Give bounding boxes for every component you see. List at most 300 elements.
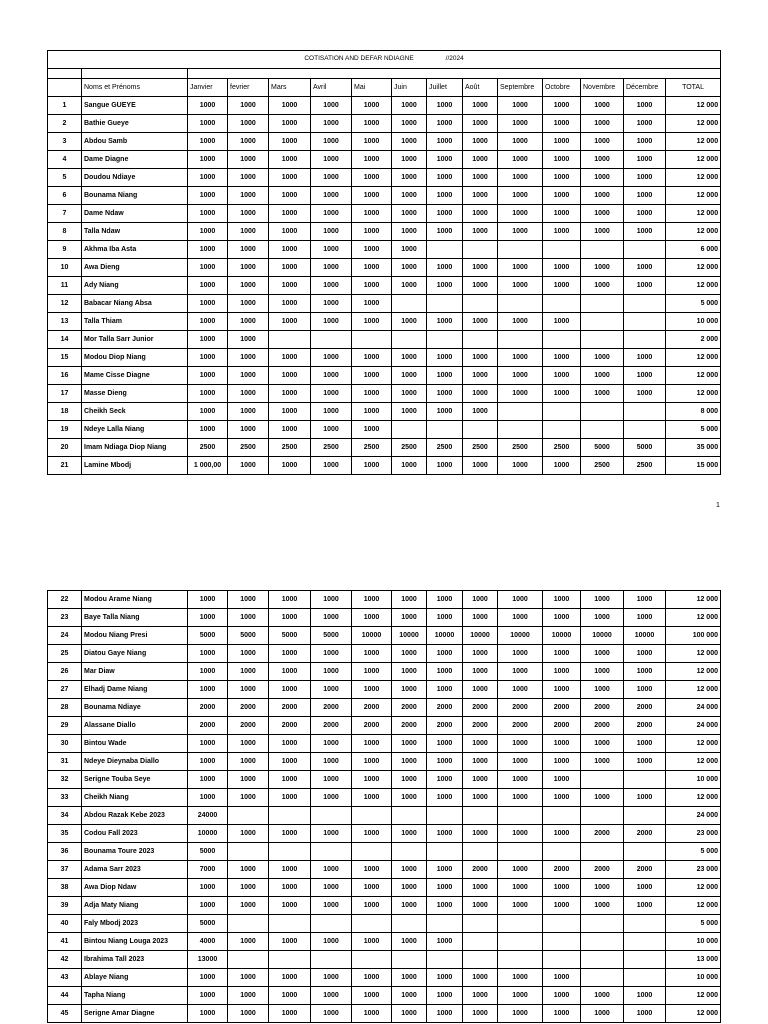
payment-cell-juillet: 1000 (427, 861, 463, 879)
payment-cell-janvier: 1000 (188, 259, 228, 277)
payment-cell-octobre: 1000 (543, 645, 581, 663)
payment-cell-septembre (498, 403, 543, 421)
payment-cell-decembre: 1000 (624, 187, 666, 205)
row-number: 42 (48, 951, 82, 969)
payment-cell-juin: 10000 (392, 627, 427, 645)
payment-cell-janvier: 1000 (188, 385, 228, 403)
total-cell: 5 000 (666, 421, 721, 439)
total-cell: 12 000 (666, 645, 721, 663)
payment-cell-janvier: 1000 (188, 645, 228, 663)
member-row (48, 645, 721, 663)
row-number: 28 (48, 699, 82, 717)
payment-cell-septembre: 1000 (498, 277, 543, 295)
payment-cell-juillet: 1000 (427, 771, 463, 789)
member-row (48, 627, 721, 645)
payment-cell-avril: 1000 (311, 897, 352, 915)
payment-cell-fevrier: 1000 (228, 133, 269, 151)
member-name: Ablaye Niang (82, 969, 188, 987)
payment-cell-octobre: 1000 (543, 771, 581, 789)
payment-cell-juin: 1000 (392, 861, 427, 879)
payment-cell-octobre: 1000 (543, 151, 581, 169)
payment-cell-juillet: 1000 (427, 897, 463, 915)
payment-cell-juillet: 1000 (427, 645, 463, 663)
member-name: Dame Diagne (82, 151, 188, 169)
payment-cell-decembre (624, 421, 666, 439)
blank-cell (48, 69, 82, 79)
payment-cell-aout: 1000 (463, 457, 498, 475)
member-name: Elhadj Dame Niang (82, 681, 188, 699)
payment-cell-octobre (543, 951, 581, 969)
member-name: Adama Sarr 2023 (82, 861, 188, 879)
member-row (48, 295, 721, 313)
payment-cell-juin: 1000 (392, 259, 427, 277)
column-header-octobre: Octobre (543, 79, 581, 97)
payment-cell-juillet: 1000 (427, 169, 463, 187)
total-cell: 100 000 (666, 627, 721, 645)
row-number: 7 (48, 205, 82, 223)
payment-cell-avril: 1000 (311, 753, 352, 771)
payment-cell-novembre: 1000 (581, 169, 624, 187)
payment-cell-aout: 1000 (463, 1005, 498, 1023)
payment-cell-janvier: 1000 (188, 115, 228, 133)
payment-cell-decembre: 2500 (624, 457, 666, 475)
payment-cell-juillet: 1000 (427, 223, 463, 241)
member-name: Bounama Ndiaye (82, 699, 188, 717)
total-cell: 24 000 (666, 807, 721, 825)
payment-cell-aout: 1000 (463, 789, 498, 807)
payment-cell-janvier: 2000 (188, 717, 228, 735)
payment-cell-mai: 1000 (352, 169, 392, 187)
payment-cell-decembre (624, 951, 666, 969)
payment-cell-mai: 1000 (352, 115, 392, 133)
payment-cell-decembre: 5000 (624, 439, 666, 457)
payment-cell-juin (392, 807, 427, 825)
payment-cell-septembre: 1000 (498, 591, 543, 609)
payment-cell-avril: 1000 (311, 205, 352, 223)
payment-cell-janvier: 1000 (188, 223, 228, 241)
payment-cell-septembre: 1000 (498, 133, 543, 151)
payment-cell-mai: 1000 (352, 825, 392, 843)
total-cell: 12 000 (666, 115, 721, 133)
payment-cell-mars: 1000 (269, 987, 311, 1005)
payment-cell-avril: 1000 (311, 133, 352, 151)
payment-cell-juin: 1000 (392, 789, 427, 807)
payment-cell-septembre: 1000 (498, 169, 543, 187)
member-row (48, 699, 721, 717)
row-number: 30 (48, 735, 82, 753)
member-row (48, 897, 721, 915)
payment-cell-avril: 1000 (311, 825, 352, 843)
row-number: 35 (48, 825, 82, 843)
payment-cell-octobre: 1000 (543, 663, 581, 681)
payment-cell-avril (311, 951, 352, 969)
payment-cell-juillet: 1000 (427, 97, 463, 115)
payment-cell-septembre: 10000 (498, 627, 543, 645)
payment-cell-janvier: 1000 (188, 313, 228, 331)
payment-cell-septembre (498, 843, 543, 861)
payment-cell-avril: 1000 (311, 367, 352, 385)
payment-cell-fevrier: 1000 (228, 97, 269, 115)
payment-cell-fevrier: 1000 (228, 933, 269, 951)
contribution-table-page-1 (47, 50, 721, 475)
payment-cell-mai: 1000 (352, 771, 392, 789)
payment-cell-decembre: 2000 (624, 861, 666, 879)
payment-cell-mai: 1000 (352, 277, 392, 295)
payment-cell-avril: 1000 (311, 771, 352, 789)
total-cell: 2 000 (666, 331, 721, 349)
payment-cell-avril: 1000 (311, 1005, 352, 1023)
member-name: Cheikh Seck (82, 403, 188, 421)
payment-cell-decembre: 1000 (624, 1005, 666, 1023)
payment-cell-septembre: 2000 (498, 717, 543, 735)
payment-cell-mai: 1000 (352, 133, 392, 151)
payment-cell-juillet: 1000 (427, 663, 463, 681)
payment-cell-juillet: 1000 (427, 349, 463, 367)
payment-cell-mars: 1000 (269, 169, 311, 187)
payment-cell-mars: 1000 (269, 367, 311, 385)
member-name: Ibrahima Tall 2023 (82, 951, 188, 969)
payment-cell-aout: 1000 (463, 187, 498, 205)
row-number: 41 (48, 933, 82, 951)
payment-cell-mars: 1000 (269, 879, 311, 897)
payment-cell-juin: 1000 (392, 205, 427, 223)
row-number: 23 (48, 609, 82, 627)
row-number: 2 (48, 115, 82, 133)
row-number: 39 (48, 897, 82, 915)
payment-cell-mars: 1000 (269, 295, 311, 313)
payment-cell-janvier: 1000 (188, 663, 228, 681)
payment-cell-avril: 1000 (311, 861, 352, 879)
payment-cell-mai: 1000 (352, 403, 392, 421)
payment-cell-juin: 1000 (392, 1005, 427, 1023)
payment-cell-aout: 1000 (463, 403, 498, 421)
row-number: 33 (48, 789, 82, 807)
payment-cell-septembre: 1000 (498, 457, 543, 475)
payment-cell-septembre: 1000 (498, 663, 543, 681)
payment-cell-juillet: 1000 (427, 457, 463, 475)
payment-cell-septembre: 1000 (498, 385, 543, 403)
payment-cell-novembre: 1000 (581, 663, 624, 681)
payment-cell-aout: 1000 (463, 151, 498, 169)
total-cell: 12 000 (666, 1005, 721, 1023)
payment-cell-octobre: 2000 (543, 861, 581, 879)
payment-cell-juin: 2000 (392, 699, 427, 717)
member-row (48, 933, 721, 951)
payment-cell-mai: 2000 (352, 717, 392, 735)
row-number: 34 (48, 807, 82, 825)
payment-cell-mai: 1000 (352, 1005, 392, 1023)
payment-cell-mai: 1000 (352, 789, 392, 807)
payment-cell-janvier: 1000 (188, 609, 228, 627)
payment-cell-fevrier: 1000 (228, 663, 269, 681)
payment-cell-juin: 1000 (392, 133, 427, 151)
payment-cell-decembre: 1000 (624, 367, 666, 385)
payment-cell-mars: 1000 (269, 771, 311, 789)
payment-cell-novembre: 1000 (581, 987, 624, 1005)
payment-cell-janvier: 1000 (188, 133, 228, 151)
payment-cell-decembre: 1000 (624, 753, 666, 771)
payment-cell-fevrier: 1000 (228, 861, 269, 879)
payment-cell-janvier: 5000 (188, 915, 228, 933)
payment-cell-avril: 1000 (311, 457, 352, 475)
payment-cell-mai: 1000 (352, 609, 392, 627)
total-cell: 12 000 (666, 385, 721, 403)
year-label: //2024 (445, 55, 464, 63)
payment-cell-novembre: 1000 (581, 187, 624, 205)
payment-cell-avril: 1000 (311, 421, 352, 439)
payment-cell-aout: 1000 (463, 205, 498, 223)
payment-cell-novembre (581, 807, 624, 825)
payment-cell-mars: 2000 (269, 717, 311, 735)
payment-cell-decembre: 1000 (624, 223, 666, 241)
payment-cell-novembre: 1000 (581, 277, 624, 295)
row-number: 11 (48, 277, 82, 295)
row-number: 19 (48, 421, 82, 439)
payment-cell-fevrier: 1000 (228, 277, 269, 295)
row-number: 20 (48, 439, 82, 457)
payment-cell-decembre (624, 295, 666, 313)
payment-cell-fevrier: 1000 (228, 735, 269, 753)
payment-cell-septembre: 1000 (498, 205, 543, 223)
payment-cell-septembre (498, 915, 543, 933)
member-row (48, 277, 721, 295)
payment-cell-septembre: 1000 (498, 97, 543, 115)
member-name: Talla Thiam (82, 313, 188, 331)
payment-cell-octobre: 1000 (543, 591, 581, 609)
member-name: Talla Ndaw (82, 223, 188, 241)
payment-cell-mai: 2500 (352, 439, 392, 457)
payment-cell-juillet: 1000 (427, 385, 463, 403)
payment-cell-janvier: 7000 (188, 861, 228, 879)
column-header-decembre: Décembre (624, 79, 666, 97)
payment-cell-aout: 1000 (463, 97, 498, 115)
payment-cell-janvier: 1000 (188, 681, 228, 699)
member-name: Bathie Gueye (82, 115, 188, 133)
payment-cell-septembre: 1000 (498, 825, 543, 843)
contribution-table-page-2 (47, 590, 721, 1023)
payment-cell-juillet: 1000 (427, 133, 463, 151)
row-number: 18 (48, 403, 82, 421)
payment-cell-septembre: 1000 (498, 969, 543, 987)
payment-cell-mars: 1000 (269, 421, 311, 439)
row-number: 4 (48, 151, 82, 169)
member-name: Lamine Mbodj (82, 457, 188, 475)
column-header-number (48, 79, 82, 97)
payment-cell-janvier: 13000 (188, 951, 228, 969)
payment-cell-juillet: 1000 (427, 753, 463, 771)
total-cell: 5 000 (666, 915, 721, 933)
payment-cell-decembre (624, 241, 666, 259)
payment-cell-novembre: 2500 (581, 457, 624, 475)
payment-cell-decembre (624, 771, 666, 789)
payment-cell-fevrier: 1000 (228, 241, 269, 259)
payment-cell-juin: 1000 (392, 97, 427, 115)
member-row (48, 753, 721, 771)
column-header-aout: Août (463, 79, 498, 97)
payment-cell-mars: 1000 (269, 897, 311, 915)
payment-cell-mars: 1000 (269, 385, 311, 403)
payment-cell-septembre: 1000 (498, 367, 543, 385)
payment-cell-juin: 1000 (392, 367, 427, 385)
payment-cell-juin (392, 843, 427, 861)
member-name: Doudou Ndiaye (82, 169, 188, 187)
row-number: 26 (48, 663, 82, 681)
payment-cell-novembre: 1000 (581, 349, 624, 367)
payment-cell-juillet: 1000 (427, 151, 463, 169)
payment-cell-mars: 1000 (269, 825, 311, 843)
payment-cell-juin (392, 295, 427, 313)
payment-cell-fevrier: 5000 (228, 627, 269, 645)
member-row (48, 789, 721, 807)
payment-cell-juillet: 1000 (427, 969, 463, 987)
payment-cell-octobre: 1000 (543, 277, 581, 295)
payment-cell-octobre (543, 421, 581, 439)
column-header-septembre: Septembre (498, 79, 543, 97)
payment-cell-novembre: 1000 (581, 681, 624, 699)
payment-cell-decembre (624, 403, 666, 421)
payment-cell-mai: 1000 (352, 897, 392, 915)
payment-cell-avril: 1000 (311, 591, 352, 609)
payment-cell-juillet: 1000 (427, 987, 463, 1005)
payment-cell-septembre: 2500 (498, 439, 543, 457)
payment-cell-fevrier: 1000 (228, 789, 269, 807)
payment-cell-aout: 1000 (463, 663, 498, 681)
payment-cell-juillet: 1000 (427, 205, 463, 223)
payment-cell-octobre: 1000 (543, 753, 581, 771)
payment-cell-juin: 1000 (392, 313, 427, 331)
payment-cell-mars (269, 951, 311, 969)
row-number: 25 (48, 645, 82, 663)
payment-cell-septembre: 1000 (498, 609, 543, 627)
payment-cell-decembre: 1000 (624, 205, 666, 223)
payment-cell-septembre: 1000 (498, 861, 543, 879)
payment-cell-juillet: 2500 (427, 439, 463, 457)
member-row (48, 663, 721, 681)
total-cell: 12 000 (666, 133, 721, 151)
payment-cell-juin (392, 331, 427, 349)
member-name: Tapha Niang (82, 987, 188, 1005)
payment-cell-novembre (581, 843, 624, 861)
member-row (48, 771, 721, 789)
payment-cell-mai: 1000 (352, 187, 392, 205)
member-row (48, 807, 721, 825)
payment-cell-juin: 2500 (392, 439, 427, 457)
payment-cell-avril: 1000 (311, 385, 352, 403)
payment-cell-juin: 1000 (392, 897, 427, 915)
payment-cell-mai: 1000 (352, 313, 392, 331)
row-number: 5 (48, 169, 82, 187)
row-number: 24 (48, 627, 82, 645)
column-header-mars: Mars (269, 79, 311, 97)
total-cell: 15 000 (666, 457, 721, 475)
row-number: 13 (48, 313, 82, 331)
total-cell: 12 000 (666, 897, 721, 915)
column-header-mai: Mai (352, 79, 392, 97)
payment-cell-octobre (543, 241, 581, 259)
payment-cell-aout: 1000 (463, 115, 498, 133)
member-name: Mor Talla Sarr Junior (82, 331, 188, 349)
member-name: Adja Maty Niang (82, 897, 188, 915)
payment-cell-novembre: 1000 (581, 367, 624, 385)
member-row (48, 861, 721, 879)
member-row (48, 403, 721, 421)
payment-cell-mars: 1000 (269, 753, 311, 771)
member-name: Mame Cisse Diagne (82, 367, 188, 385)
payment-cell-fevrier: 1000 (228, 879, 269, 897)
row-number: 16 (48, 367, 82, 385)
total-cell: 10 000 (666, 969, 721, 987)
member-row (48, 169, 721, 187)
payment-cell-novembre: 1000 (581, 789, 624, 807)
payment-cell-avril: 2500 (311, 439, 352, 457)
member-row (48, 591, 721, 609)
member-name: Abdou Samb (82, 133, 188, 151)
member-name: Imam Ndiaga Diop Niang (82, 439, 188, 457)
payment-cell-juillet: 1000 (427, 403, 463, 421)
payment-cell-septembre: 1000 (498, 223, 543, 241)
payment-cell-aout: 1000 (463, 987, 498, 1005)
payment-cell-juin (392, 951, 427, 969)
payment-cell-octobre (543, 933, 581, 951)
payment-cell-octobre: 1000 (543, 313, 581, 331)
member-name: Diatou Gaye Niang (82, 645, 188, 663)
payment-cell-octobre: 2500 (543, 439, 581, 457)
payment-cell-juin: 1000 (392, 969, 427, 987)
column-header-total: TOTAL (666, 79, 721, 97)
member-row (48, 969, 721, 987)
payment-cell-juillet: 1000 (427, 259, 463, 277)
payment-cell-fevrier: 2000 (228, 717, 269, 735)
payment-cell-octobre (543, 807, 581, 825)
payment-cell-janvier: 1000 (188, 591, 228, 609)
payment-cell-mai: 1000 (352, 933, 392, 951)
payment-cell-octobre (543, 403, 581, 421)
payment-cell-janvier: 1000 (188, 205, 228, 223)
payment-cell-aout: 2000 (463, 861, 498, 879)
payment-cell-juin: 1000 (392, 241, 427, 259)
payment-cell-octobre: 1000 (543, 223, 581, 241)
total-cell: 12 000 (666, 187, 721, 205)
payment-cell-novembre (581, 241, 624, 259)
payment-cell-juin: 1000 (392, 645, 427, 663)
payment-cell-mars: 1000 (269, 681, 311, 699)
row-number: 9 (48, 241, 82, 259)
payment-cell-janvier: 1000 (188, 789, 228, 807)
payment-cell-mai: 1000 (352, 385, 392, 403)
payment-cell-aout: 10000 (463, 627, 498, 645)
payment-cell-mars: 2000 (269, 699, 311, 717)
total-cell: 12 000 (666, 879, 721, 897)
payment-cell-juin: 1000 (392, 825, 427, 843)
payment-cell-mai: 1000 (352, 681, 392, 699)
payment-cell-juin: 2000 (392, 717, 427, 735)
payment-cell-fevrier: 1000 (228, 457, 269, 475)
payment-cell-octobre: 1000 (543, 259, 581, 277)
payment-cell-janvier: 1000 (188, 367, 228, 385)
payment-cell-decembre (624, 933, 666, 951)
payment-cell-avril (311, 915, 352, 933)
payment-cell-juin: 1000 (392, 187, 427, 205)
payment-cell-novembre: 1000 (581, 645, 624, 663)
payment-cell-juillet: 1000 (427, 789, 463, 807)
document-title: COTISATION AND DEFAR NDIAGNE (304, 55, 414, 63)
payment-cell-juillet: 2000 (427, 717, 463, 735)
payment-cell-mars: 1000 (269, 735, 311, 753)
payment-cell-novembre: 1000 (581, 591, 624, 609)
payment-cell-mai: 1000 (352, 349, 392, 367)
payment-cell-juillet: 1000 (427, 1005, 463, 1023)
payment-cell-septembre: 1000 (498, 735, 543, 753)
